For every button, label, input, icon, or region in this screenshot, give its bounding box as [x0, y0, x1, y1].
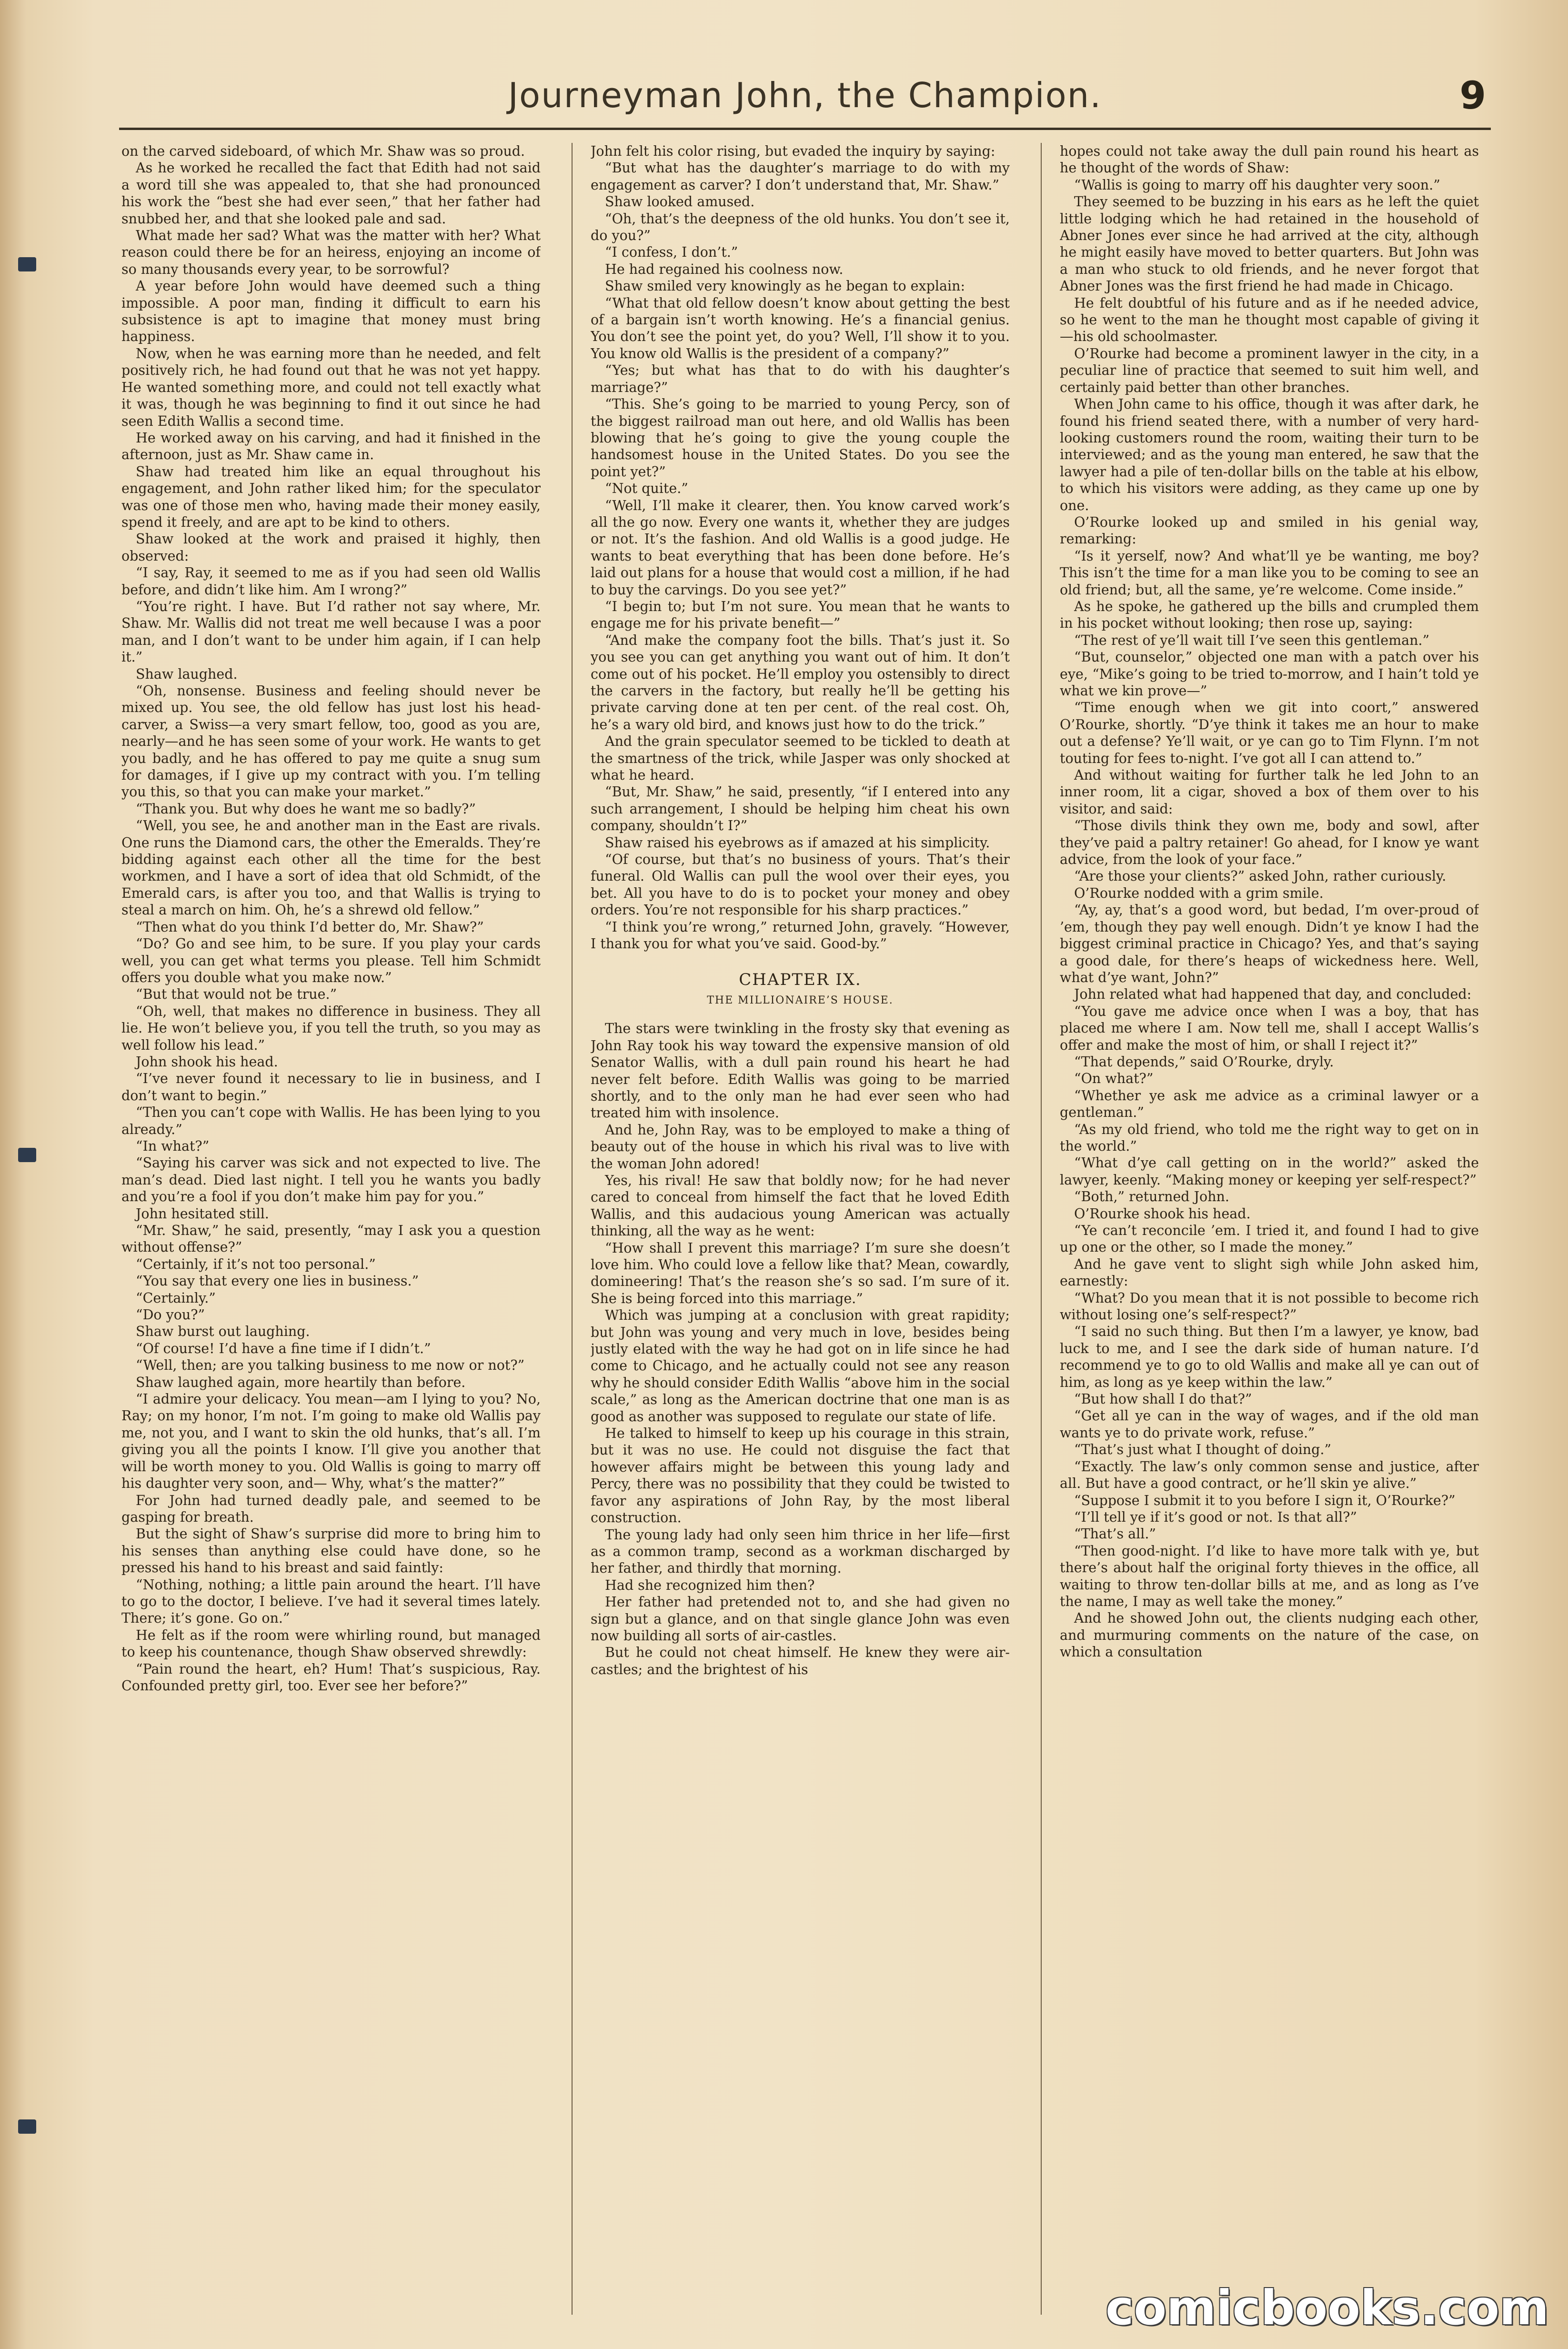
text-column-1 [121, 143, 541, 2315]
paragraph: And without waiting for further talk he led John to an inner room, lit a cigar, shoved a box of them over to his visitor, and said: [1060, 767, 1479, 817]
paragraph: But he could not cheat himself. He knew they were air-castles; and the brightest of his [591, 1645, 1010, 1677]
paragraph: For John had turned deadly pale, and seemed to be gasping for breath. [121, 1492, 541, 1525]
paragraph: “Well, I’ll make it clearer, then. You know carved work’s all the go now. Every one wants it, whether they are judges or not. It’s the fashion. And old Wallis is a good judge. He wants to beat everything that has been done before. He’s laid out plans for a house that would cost a million, if he had to buy the carvings. Do you see yet?” [591, 497, 1010, 598]
paragraph: “Mr. Shaw,” he said, presently, “may I ask you a question without offense?” [121, 1223, 541, 1255]
paragraph: They seemed to be buzzing in his ears as he left the quiet little lodging which he had retained in the household of Abner Jones ever since he had arrived at the city, although he might easily have moved to better quarters. But John was a man who stuck to old friends, and he never forgot that Abner Jones was the first friend he had made in Chicago. [1060, 194, 1479, 294]
running-title: Journeyman John, the Champion. [508, 75, 1102, 115]
paragraph: Yes, his rival! He saw that boldly now; for he had never cared to conceal from himself the fact that he loved Edith Wallis, and this audacious young American was actually thinking, all the way as he went: [591, 1172, 1010, 1239]
paragraph: O’Rourke looked up and smiled in his genial way, remarking: [1060, 514, 1479, 547]
paragraph: “Pain round the heart, eh? Hum! That’s suspicious, Ray. Confounded pretty girl, too. Ever see her before?” [121, 1661, 541, 1694]
paragraph: “As my old friend, who told me the right way to get on in the world.” [1060, 1121, 1479, 1154]
paragraph: “Wallis is going to marry off his daughter very soon.” [1074, 177, 1440, 193]
paragraph: “Well, you see, he and another man in the East are rivals. One runs the Diamond cars, the other the Emeralds. They’re bidding against each other all the time for the best workmen, and I have a sort of idea that old Schmidt, of the Emerald cars, is after you too, and that Wallis is trying to steal a march on him. Oh, he’s a shrewd old fellow.” [121, 818, 541, 918]
paragraph: on the carved sideboard, of which Mr. Shaw was so proud. [121, 143, 525, 159]
text-column-2 [591, 143, 1010, 2315]
paragraph: Shaw looked at the work and praised it highly, then observed: [121, 531, 541, 564]
paragraph: John shook his head. [136, 1054, 278, 1070]
paragraph: He had regained his coolness now. [605, 261, 844, 277]
page-number: 9 [1459, 73, 1486, 118]
paragraph: John felt his color rising, but evaded the inquiry by saying: [591, 143, 995, 159]
staple [18, 1148, 36, 1162]
paragraph: “Nothing, nothing; a little pain around the heart. I’ll have to go to the doctor, I believe. I’ve had it several times lately. There; it’s gone. Go on.” [121, 1576, 541, 1626]
paragraph: “Are those your clients?” asked John, rather curiously. [1074, 868, 1447, 884]
binding-edge [0, 0, 26, 2349]
paragraph: He felt doubtful of his future and as if he needed advice, so he went to the man he thought most capable of giving it—his old schoolmaster. [1060, 295, 1479, 345]
paragraph: O’Rourke shook his head. [1074, 1205, 1251, 1222]
paragraph: “But that would not be true.” [136, 986, 337, 1003]
paragraph: “Is it yerself, now? And what’ll ye be wanting, me boy? This isn’t the time for a man like you to be coming to see an old friend; but, all the same, ye’re welcome. Come inside.” [1060, 548, 1479, 598]
paragraph: “What that old fellow doesn’t know about getting the best of a bargain isn’t worth knowing. He’s a financial genius. You don’t see the point yet, do you? Well, I’ll show it to you. You know old Wallis is the president of a company?” [591, 295, 1010, 361]
paragraph: “What? Do you mean that it is not possible to become rich without losing one’s self-respect?” [1060, 1290, 1479, 1323]
chapter-heading: CHAPTER IX. [739, 970, 862, 989]
chapter-subheading: THE MILLIONAIRE’S HOUSE. [707, 994, 894, 1006]
paragraph: What made her sad? What was the matter with her? What reason could there be for an heiress, enjoying an income of so many thousands every year, to be sorrowful? [121, 228, 541, 277]
paragraph: “Whether ye ask me advice as a criminal lawyer or a gentleman.” [1060, 1087, 1479, 1121]
paragraph: “Thank you. But why does he want me so badly?” [136, 801, 476, 817]
paragraph: “Time enough when we git into coort,” answered O’Rourke, shortly. “D’ye think it takes me an hour to make out a defense? Ye’ll wait, or ye can go to Tim Flynn. I’m not touting for fees to-night. I’ve got all I can attend to.” [1060, 700, 1479, 766]
paragraph: “Ay, ay, that’s a good word, but bedad, I’m over-proud of ’em, though they pay well enough. Didn’t ye know I had the biggest criminal practice in Chicago? Yes, and that’s saying a good dale, for there’s heaps of wickedness here. Well, what d’ye want, John?” [1060, 902, 1479, 985]
paragraph: “Those divils think they own me, body and sowl, after they’ve paid a paltry retainer! Go ahead, for I know ye want advice, from the look of your face.” [1060, 818, 1479, 868]
paragraph: “But, counselor,” objected one man with a patch over his eye, “Mike’s going to be tried to-morrow, and I hain’t told ye what we kin prove—” [1060, 649, 1479, 699]
paragraph: Had she recognized him then? [605, 1577, 815, 1593]
paragraph: When John came to his office, though it was after dark, he found his friend seated there, with a number of very hard-looking customers round the room, waiting their turn to be interviewed; and as the young man entered, he saw that the lawyer had a pile of ten-dollar bills on the table at his elbow, to which his visitors were adding, as they came up one by one. [1060, 396, 1479, 513]
paragraph: “That depends,” said O’Rourke, dryly. [1074, 1054, 1334, 1070]
paragraph: Shaw looked amused. [605, 194, 755, 210]
paragraph: A year before John would have deemed such a thing impossible. A poor man, finding it difficult to earn his subsistence is apt to imagine that money must bring happiness. [121, 278, 541, 345]
paragraph: “Of course, but that’s no business of yours. That’s their funeral. Old Wallis can pull the wool over their eyes, you bet. All you have to do is to pocket your money and obey orders. You’re not responsible for his sharp practices.” [591, 852, 1010, 918]
paragraph: “In what?” [136, 1138, 210, 1154]
paragraph: Shaw burst out laughing. [136, 1324, 310, 1340]
paragraph: “Saying his carver was sick and not expected to live. The man’s dead. Died last night. I tell you he wants you badly and you’re a fool if you don’t make him pay for you.” [121, 1155, 541, 1205]
paragraph: “I said no such thing. But then I’m a lawyer, ye know, bad luck to me, and I see the dark side of human nature. I’d recommend ye to go to old Wallis and make all ye can out of him, as long as ye keep within the law.” [1060, 1324, 1479, 1390]
paragraph: “Both,” returned John. [1074, 1189, 1229, 1205]
paragraph: John related what had happened that day, and concluded: [1074, 986, 1472, 1003]
paragraph: “Certainly.” [136, 1290, 216, 1306]
paragraph: Shaw had treated him like an equal throughout his engagement, and John rather liked him; for the speculator was one of those men who, having made their money easily, spend it freely, and are apt to be kind to others. [121, 463, 541, 530]
paragraph: “On what?” [1074, 1071, 1154, 1087]
staple [18, 257, 36, 271]
paragraph: And he, John Ray, was to be employed to make a thing of beauty out of the house in which his rival was to live with the woman John adored! [591, 1122, 1010, 1172]
running-header [119, 71, 1491, 124]
paragraph: John hesitated still. [136, 1205, 269, 1222]
paragraph: “Then good-night. I’d like to have more talk with ye, but there’s about half the original forty thieves in the office, all waiting to throw ten-dollar bills at me, and as long as I’ve the name, I may as well take the money.” [1060, 1543, 1479, 1609]
paragraph: “Then what do you think I’d better do, Mr. Shaw?” [136, 919, 484, 935]
paragraph: Shaw laughed again, more heartily than before. [136, 1374, 466, 1390]
paragraph: “And make the company foot the bills. That’s just it. So you see you can get anything you want out of him. It don’t come out of his pocket. He’ll employ you ostensibly to direct the carvers in the factory, but really he’ll be getting his private carving done at ten per cent. of the real cost. Oh, he’s a wary old bird, and knows just how to do the trick.” [591, 632, 1010, 733]
paragraph: “That’s all.” [1074, 1526, 1156, 1542]
paragraph: “Ye can’t reconcile ’em. I tried it, and found I had to give up one or the other, so I made the money.” [1060, 1223, 1479, 1255]
paragraph: O’Rourke had become a prominent lawyer in the city, in a peculiar line of practice that seemed to suit him well, and certainly paid better than other branches. [1060, 345, 1479, 395]
paragraph: “Suppose I submit it to you before I sign it, O’Rourke?” [1074, 1492, 1456, 1508]
paragraph: “Well, then; are you talking business to me now or not?” [136, 1357, 525, 1374]
paragraph: “You’re right. I have. But I’d rather not say where, Mr. Shaw. Mr. Wallis did not treat me well because I was a poor man, and I don’t want to be under him again, if I can help it.” [121, 598, 541, 665]
paragraph: Shaw laughed. [136, 666, 238, 682]
paragraph: “But how shall I do that?” [1074, 1391, 1252, 1407]
paragraph: “Not quite.” [605, 481, 688, 497]
paragraph: “But, Mr. Shaw,” he said, presently, “if I entered into any such arrangement, I should be helping him cheat his own company, shouldn’t I?” [591, 784, 1010, 834]
paragraph: But the sight of Shaw’s surprise did more to bring him to his senses than anything else could have done, so he pressed his hand to his breast and said faintly: [121, 1526, 541, 1576]
column-divider [572, 143, 573, 2315]
column-divider [1041, 143, 1042, 2315]
paragraph: hopes could not take away the dull pain round his heart as he thought of the words of Shaw: [1060, 143, 1479, 176]
paragraph: “Then you can’t cope with Wallis. He has been lying to you already.” [121, 1104, 541, 1137]
paragraph: “I’ll tell ye if it’s good or not. Is that all?” [1074, 1509, 1357, 1525]
paragraph: “Yes; but what has that to do with his daughter’s marriage?” [591, 362, 1010, 395]
paragraph: As he spoke, he gathered up the bills and crumpled them in his pocket without looking; then rose up, saying: [1060, 598, 1479, 632]
paragraph: “Do you?” [136, 1307, 205, 1323]
paragraph: “I admire your delicacy. You mean—am I lying to you? No, Ray; on my honor, I’m not. I’m going to make old Wallis pay me, not you, and I want to skin the old hunks, that’s all. I’m giving you all the points I know. I’ll give you another that will be worth money to you. Old Wallis is going to marry off his daughter very soon, and— Why, what’s the matter?” [121, 1391, 541, 1492]
paragraph: He talked to himself to keep up his courage in this strain, but it was no use. He could not disguise the fact that however affairs might be between this young lady and Percy, there was no possibility that they could be twisted to favor any aspirations of John Ray, by the most liberal construction. [591, 1425, 1010, 1526]
paragraph: He felt as if the room were whirling round, but managed to keep his countenance, though Shaw observed shrewdly: [121, 1627, 541, 1660]
paragraph: “I confess, I don’t.” [605, 244, 738, 261]
paragraph: And he showed John out, the clients nudging each other, and murmuring comments on the nature of the case, on which a consultation [1060, 1610, 1479, 1660]
paragraph: “Get all ye can in the way of wages, and if the old man wants ye to do private work, refuse.” [1060, 1408, 1479, 1441]
paragraph: Now, when he was earning more than he needed, and felt positively rich, he had found out that he was not yet happy. He wanted something more, and could not tell exactly what it was, though he was beginning to find it out since he had seen Edith Wallis a second time. [121, 345, 541, 429]
paragraph: Her father had pretended not to, and she had given no sign but a glance, and on that single glance John was even now building all sorts of air-castles. [591, 1594, 1010, 1644]
staple [18, 2119, 36, 2134]
paragraph: “I’ve never found it necessary to lie in business, and I don’t want to begin.” [121, 1071, 541, 1104]
paragraph: “What d’ye call getting on in the world?” asked the lawyer, keenly. “Making money or keeping yer self-respect?” [1060, 1155, 1479, 1188]
paragraph: “This. She’s going to be married to young Percy, son of the biggest railroad man out here, and old Wallis has been blowing that he’s going to give the young couple the handsomest house in the United States. Do you see the point yet?” [591, 396, 1010, 480]
paragraph: “You gave me advice once when I was a boy, that has placed me where I am. Now tell me, shall I accept Wallis’s offer and make the most of him, or shall I reject it?” [1060, 1003, 1479, 1053]
paragraph: “How shall I prevent this marriage? I’m sure she doesn’t love him. Who could love a fellow like that? Mean, cowardly, domineering! That’s the reason she’s so sad. I’m sure of it. She is being forced into this marriage.” [591, 1240, 1010, 1306]
paragraph: “The rest of ye’ll wait till I’ve seen this gentleman.” [1074, 632, 1430, 648]
paragraph: “Oh, well, that makes no difference in business. They all lie. He won’t believe you, if you tell the truth, so you may as well follow his lead.” [121, 1003, 541, 1053]
header-rule [119, 128, 1491, 130]
watermark-logo: comicbooks.com [1106, 2280, 1549, 2336]
paragraph: The young lady had only seen him thrice in her life—first as a common tramp, second as a workman discharged by her father, and thirdly that morning. [591, 1526, 1010, 1576]
paragraph: “I think you’re wrong,” returned John, gravely. “However, I thank you for what you’ve said. Good-by.” [591, 919, 1010, 952]
paragraph: Which was jumping at a conclusion with great rapidity; but John was young and very much in love, besides being justly elated with the way he had got on in life since he had come to Chicago, and he actually could not see any reason why he should consider Edith Wallis “above him in the social scale,” as long as the American doctrine that one man is as good as another was supposed to regulate our state of life. [591, 1307, 1010, 1425]
paragraph: Shaw raised his eyebrows as if amazed at his simplicity. [605, 834, 990, 851]
paragraph: Shaw smiled very knowingly as he began to explain: [605, 278, 965, 294]
text-column-3 [1060, 143, 1479, 2315]
paragraph: He worked away on his carving, and had it finished in the afternoon, just as Mr. Shaw came in. [121, 430, 541, 463]
paragraph: “Exactly. The law’s only common sense and justice, after all. But have a good contract, or he’ll skin ye alive.” [1060, 1458, 1479, 1492]
paragraph: “Certainly, if it’s not too personal.” [136, 1256, 376, 1272]
paragraph: “Of course! I’d have a fine time if I didn’t.” [136, 1340, 431, 1356]
paragraph: “Oh, nonsense. Business and feeling should never be mixed up. You see, the old fellow has just lost his head-carver, a Swiss—a very smart fellow, too, good as you are, nearly—and he has seen some of your work. He wants to get you badly, and he has offered to pay me quite a snug sum for damages, if I give up my contract with you. I’m telling you this, so that you can make your market.” [121, 683, 541, 800]
paragraph: “But what has the daughter’s marriage to do with my engagement as carver? I don’t understand that, Mr. Shaw.” [591, 160, 1010, 193]
paragraph: “You say that every one lies in business.” [136, 1273, 419, 1289]
paragraph: O’Rourke nodded with a grim smile. [1074, 885, 1324, 901]
paragraph: “I begin to; but I’m not sure. You mean that he wants to engage me for his private benefit—” [591, 598, 1010, 632]
paragraph: And the grain speculator seemed to be tickled to death at the smartness of the trick, while Jasper was only shocked at what he heard. [591, 733, 1010, 783]
paragraph: “Do? Go and see him, to be sure. If you play your cards well, you can get what terms you please. Tell him Schmidt offers you double what you make now.” [121, 936, 541, 985]
paragraph: The stars were twinkling in the frosty sky that evening as John Ray took his way toward the expensive mansion of old Senator Wallis, with a dull pain round his heart he had never felt before. Edith Wallis was going to be married shortly, and to the only man he had ever seen who had treated him with insolence. [591, 1021, 1010, 1121]
paragraph: “That’s just what I thought of doing.” [1074, 1442, 1331, 1458]
paragraph: And he gave vent to slight sigh while John asked him, earnestly: [1060, 1256, 1479, 1289]
paragraph: “I say, Ray, it seemed to me as if you had seen old Wallis before, and didn’t like him. Am I wrong?” [121, 565, 541, 598]
paragraph: “Oh, that’s the deepness of the old hunks. You don’t see it, do you?” [591, 211, 1010, 244]
paragraph: As he worked he recalled the fact that Edith had not said a word till she was appealed to, that she had pronounced his work the “best she had ever seen,” that her father had snubbed her, and that she looked pale and sad. [121, 160, 541, 227]
